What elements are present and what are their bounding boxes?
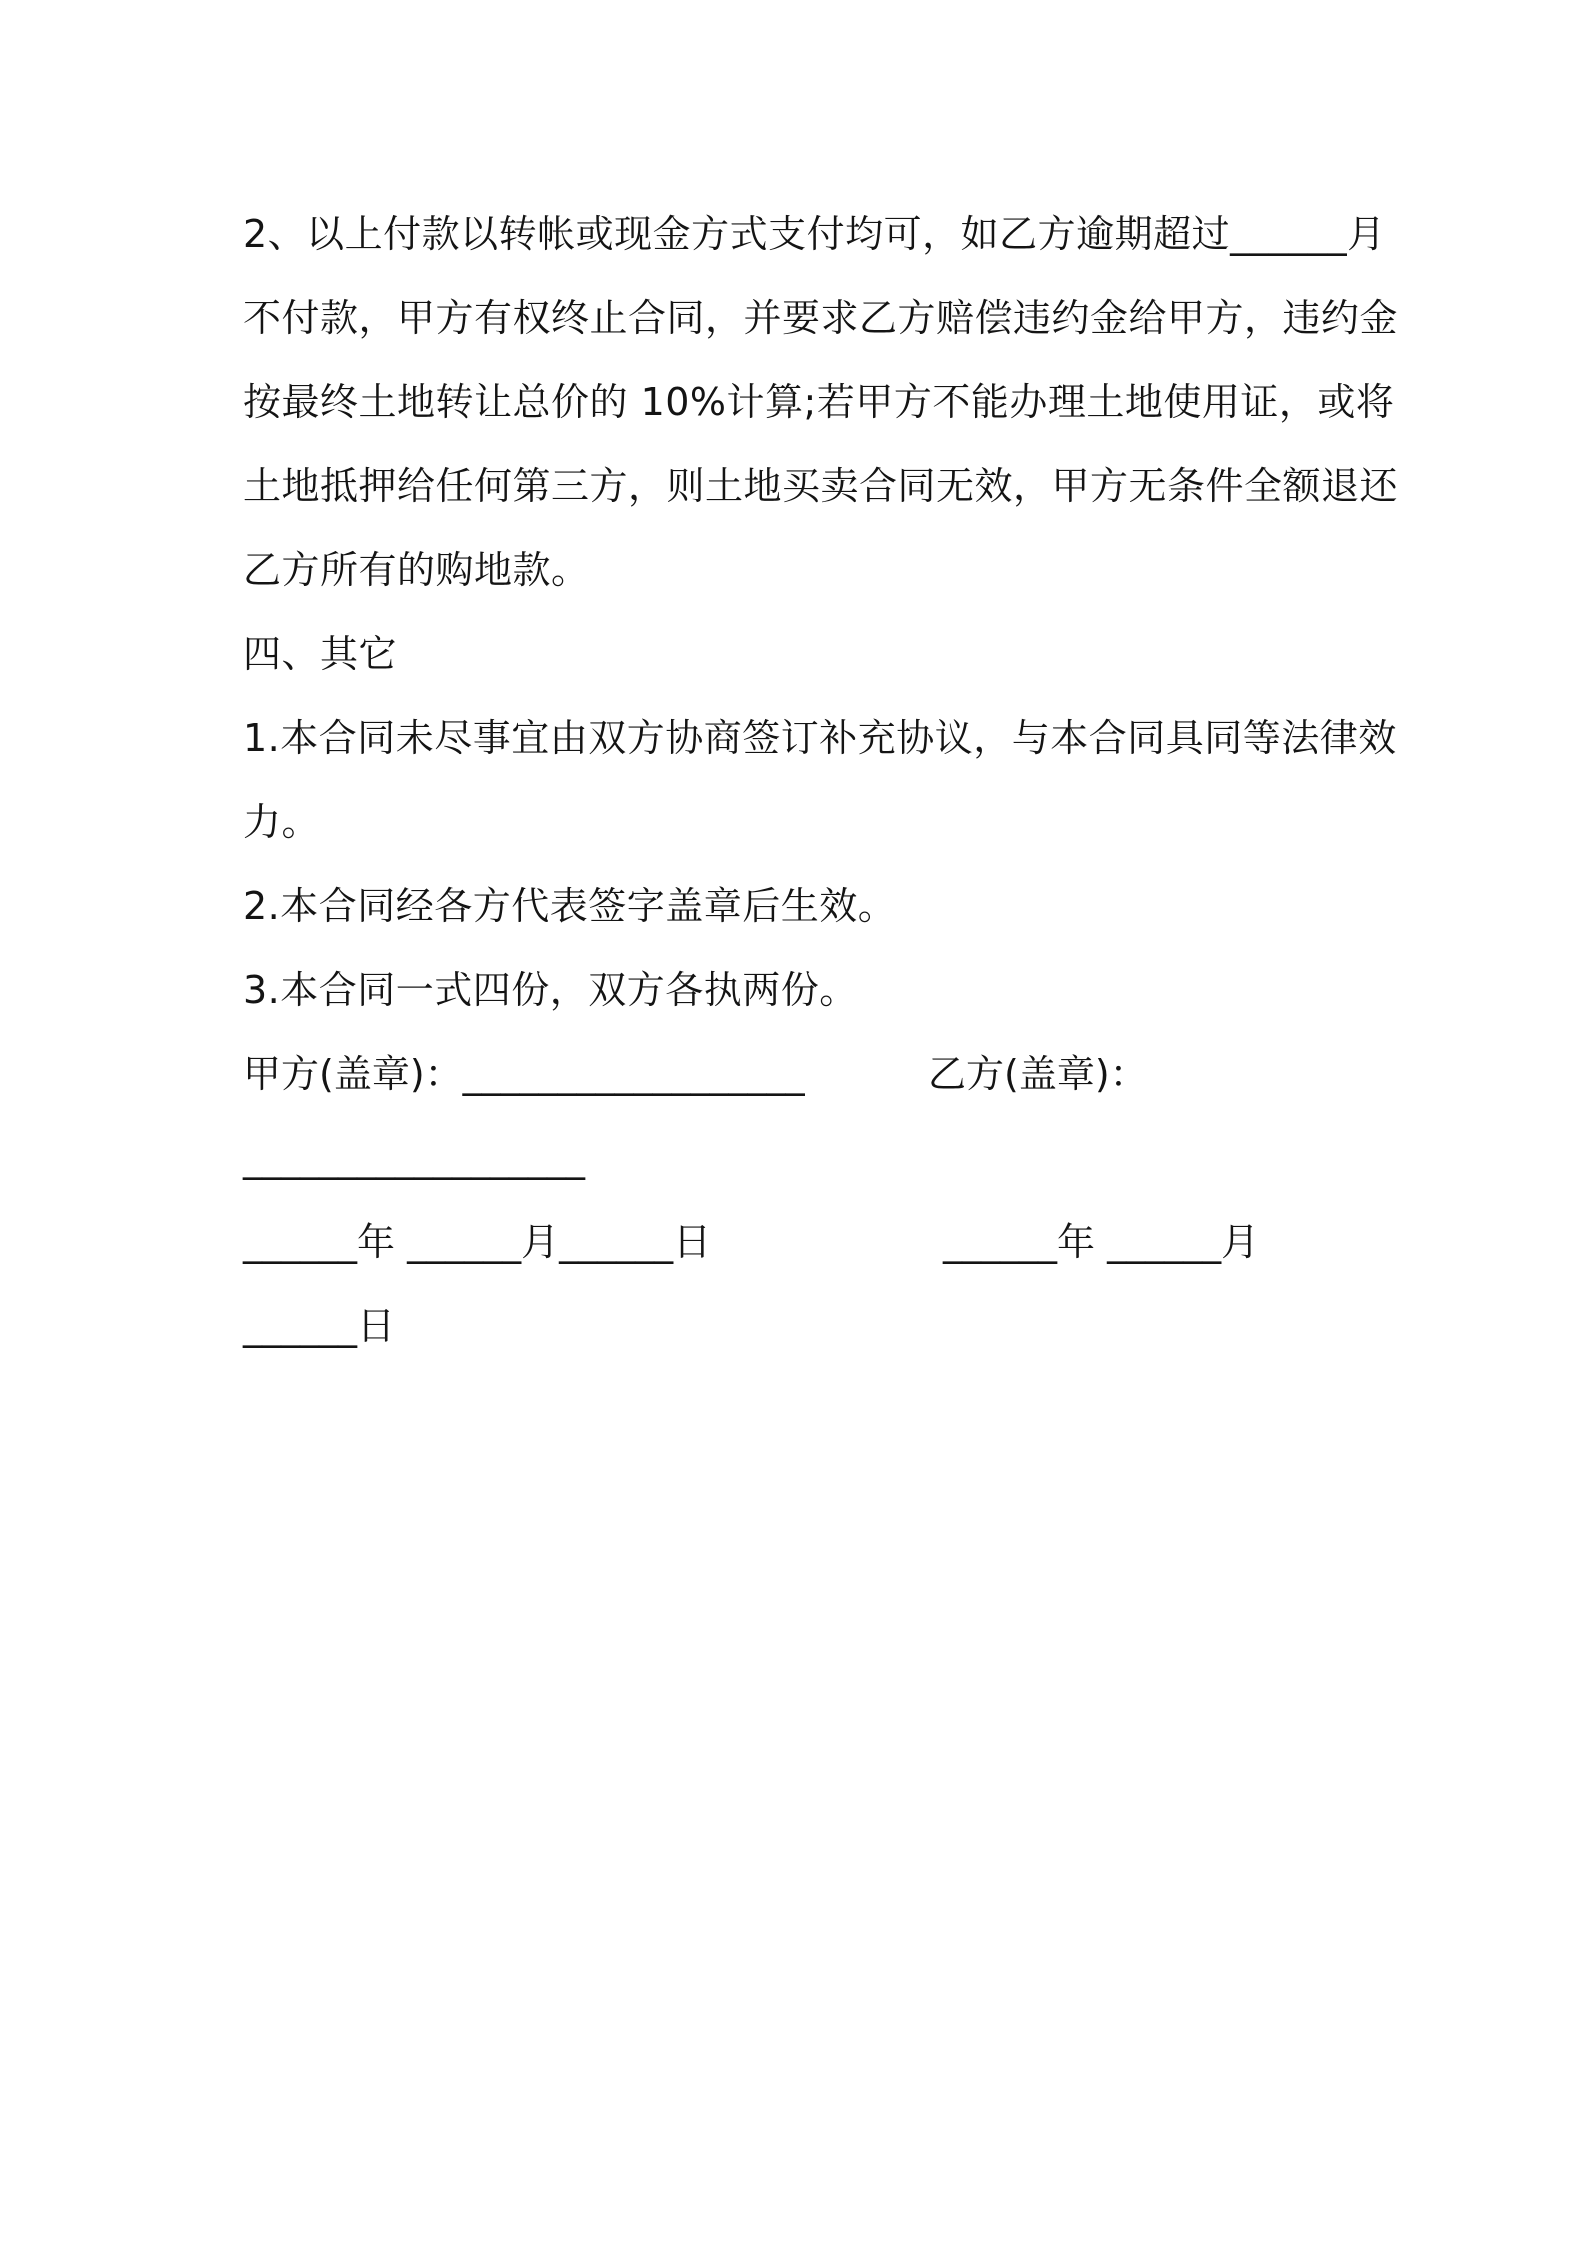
document-body bbox=[243, 192, 1399, 1368]
party-b-date: ______年 ______月 bbox=[943, 1220, 1260, 1264]
item-3-text: 3.本合同一式四份，双方各执两份。 bbox=[243, 968, 858, 1012]
party-b-seal-label: 乙方(盖章)： bbox=[928, 1052, 1148, 1096]
clause-2-line-4: 土地抵押给任何第三方，则土地买卖合同无效，甲方无条件全额退还 bbox=[243, 464, 1399, 508]
item-1-line-2: 力。 bbox=[243, 800, 321, 844]
section-4-heading: 四、其它 bbox=[243, 632, 398, 676]
clause-2-line-5: 乙方所有的购地款。 bbox=[243, 548, 590, 592]
item-1-paragraph bbox=[243, 696, 1397, 864]
item-1-line-1: 1.本合同未尽事宜由双方协商签订补充协议，与本合同具同等法律效 bbox=[243, 716, 1397, 760]
item-2-text: 2.本合同经各方代表签字盖章后生效。 bbox=[243, 884, 897, 928]
signature-row bbox=[243, 1032, 1358, 1116]
party-b-date-day: ______日 bbox=[243, 1304, 396, 1348]
clause-2-line-1: 2、以上付款以转帐或现金方式支付均可，如乙方逾期超过______月 bbox=[243, 212, 1386, 256]
clause-2-paragraph bbox=[243, 192, 1399, 612]
clause-2-line-2: 不付款，甲方有权终止合同，并要求乙方赔偿违约金给甲方，违约金 bbox=[243, 296, 1399, 340]
party-a-date: ______年 ______月______日 bbox=[243, 1220, 712, 1264]
party-b-seal-blank: __________________ bbox=[243, 1136, 585, 1180]
party-a-seal-field: 甲方(盖章)：__________________ bbox=[243, 1052, 805, 1096]
date-row bbox=[243, 1200, 1358, 1284]
clause-2-line-3: 按最终土地转让总价的 10%计算;若甲方不能办理土地使用证，或将 bbox=[243, 380, 1395, 424]
